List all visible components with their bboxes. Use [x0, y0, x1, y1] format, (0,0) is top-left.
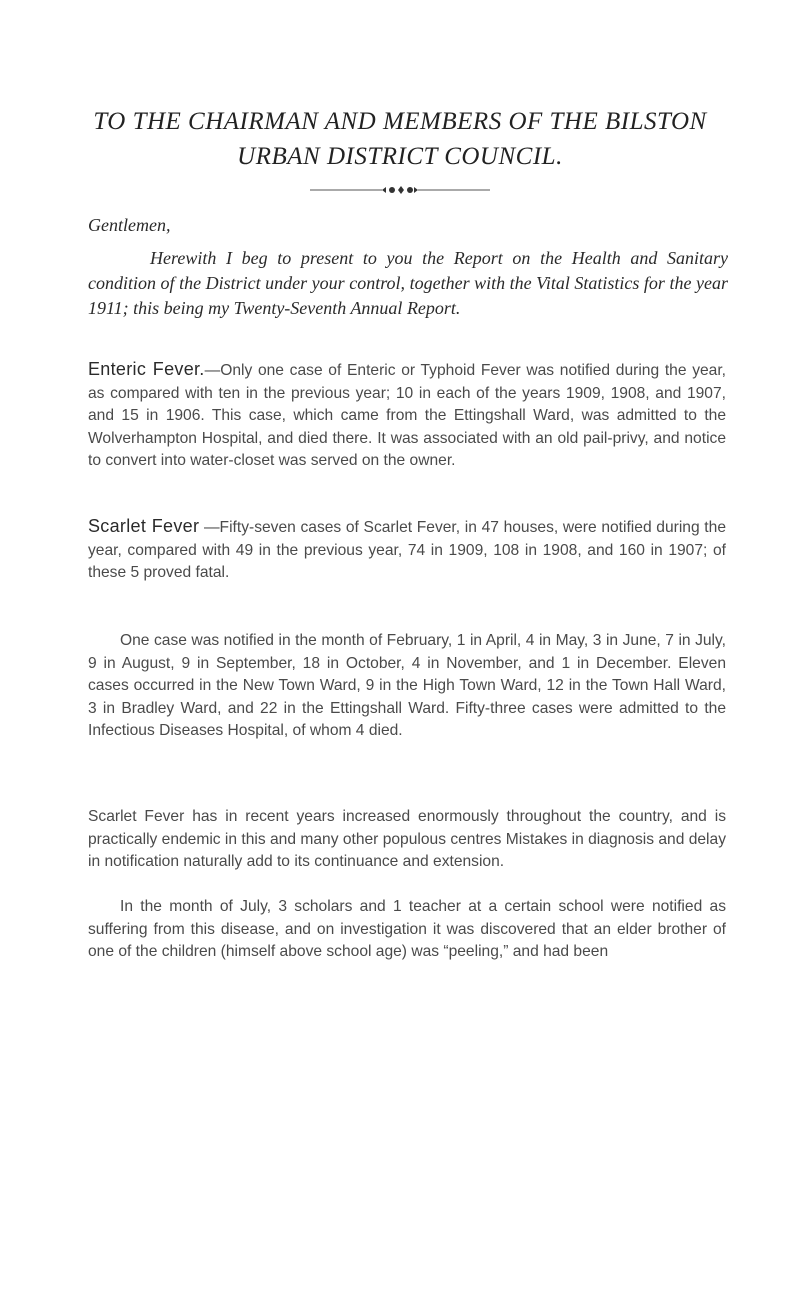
- monthly-cases-paragraph: One case was notified in the month of February, 1 in April, 4 in May, 3 in June, 7 in July, 9 in August, 9 in September, 18 in October, 4 in November, and 1 in December. Eleven cases occurred in the New Town Ward, 9 in the High Town Ward, 12 in the Town Hall Ward, 3 in Bradley Ward, and 22 in the Ettingshall Ward. Fifty-three cases were admitted to the Infectious Diseases Hospital, of whom 4 died.: [88, 632, 726, 739]
- scarlet-fever-paragraph: [88, 515, 726, 585]
- endemic-paragraph: Scarlet Fever has in recent years increased enormously throughout the country, and is practically endemic in this and many other populous centres Mistakes in diagnosis and delay in notification naturally add to its continuance and extension.: [88, 808, 726, 870]
- ornament-divider-icon: [310, 183, 490, 197]
- title-line-1: TO THE CHAIRMAN AND MEMBERS OF THE BILSTON: [93, 108, 707, 135]
- title-line-2: URBAN DISTRICT COUNCIL.: [237, 143, 563, 170]
- school-cases-paragraph: In the month of July, 3 scholars and 1 teacher at a certain school were notified as suffering from this disease, and on investigation it was discovered that an elder brother of one of the children (himself above school age) was “peeling,” and had been: [88, 898, 726, 960]
- intro-paragraph: Herewith I beg to present to you the Report on the Health and Sanitary condition of the District under your control, together with the Vital Statistics for the year 1911; this being my Twenty-Seventh Annual Report.: [88, 248, 728, 318]
- scarlet-fever-text: —Fifty-seven cases of Scarlet Fever, in 47 houses, were notified during the year, compared with 49 in the previous year, 74 in 1909, 108 in 1908, and 160 in 1907; of these 5 proved fatal.: [88, 519, 726, 581]
- scarlet-fever-heading: Scarlet Fever: [88, 516, 200, 536]
- enteric-fever-text: —Only one case of Enteric or Typhoid Fever was notified during the year, as compared with ten in the previous year; 10 in each of the years 1909, 1908, and 1907, and 15 in 1906. This case, which came from the Ettingshall Ward, was admitted to the Wolverhampton Hospital, and died there. It was associated with an old pail-privy, and notice to convert into water-closet was served on the owner.: [88, 362, 726, 469]
- enteric-fever-paragraph: [88, 358, 726, 473]
- salutation: Gentlemen,: [88, 215, 171, 235]
- enteric-fever-heading: Enteric Fever.: [88, 359, 205, 379]
